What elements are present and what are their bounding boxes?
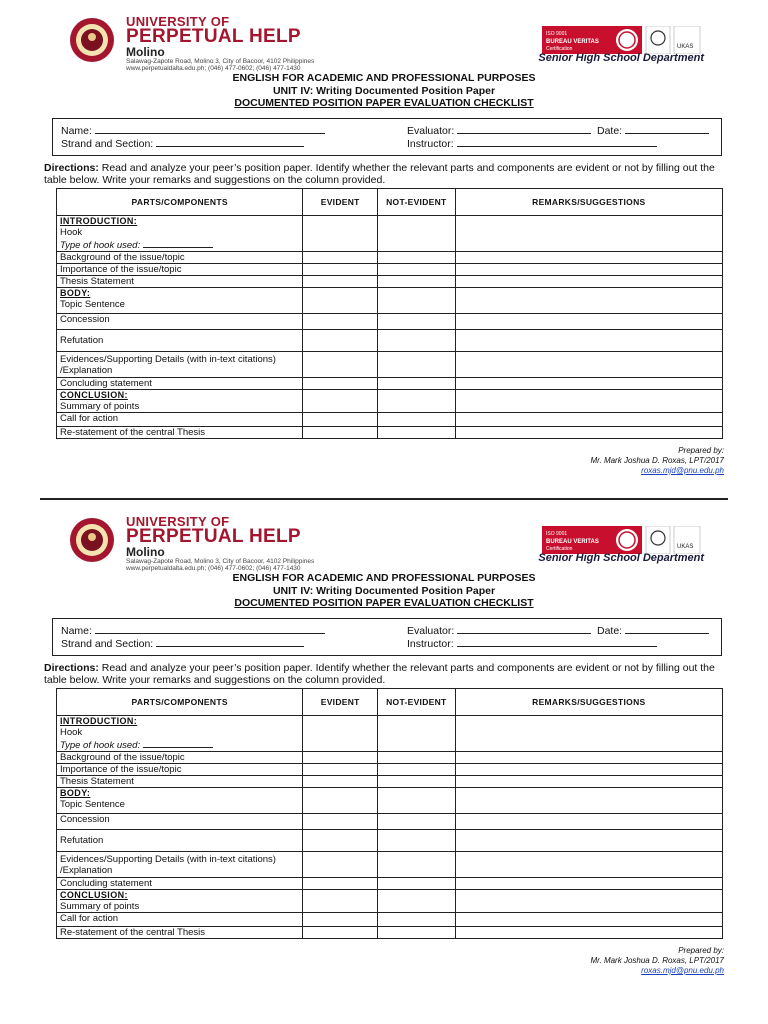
evaluation-table [56, 188, 723, 439]
table-header-row [57, 189, 723, 216]
date-label: Date: [597, 625, 623, 637]
university-address: Salawag-Zapote Road, Molino 3, City of Bacoor, 4102 Philippines [126, 558, 315, 565]
component-summary: Summary of points [60, 401, 140, 412]
remarks-cell[interactable] [455, 852, 722, 878]
university-line1: UNIVERSITY OF [126, 14, 230, 29]
component-cell [57, 890, 303, 913]
component-importance: Importance of the issue/topic [57, 264, 303, 276]
table-row [57, 788, 723, 814]
unit-title: UNIT IV: Writing Documented Position Paper [272, 84, 496, 97]
directions-label: Directions: [44, 662, 99, 674]
checklist-copy-top [0, 0, 768, 500]
table-row [57, 314, 723, 330]
table-row [57, 352, 723, 378]
table-row [57, 913, 723, 927]
prepared-by [590, 446, 724, 476]
evident-cell[interactable] [303, 776, 378, 788]
evident-cell[interactable] [303, 752, 378, 764]
university-address: Salawag-Zapote Road, Molino 3, City of Bacoor, 4102 Philippines [126, 58, 315, 65]
table-row [57, 252, 723, 264]
table-row [57, 330, 723, 352]
not-evident-cell[interactable] [378, 413, 456, 427]
header-evident: EVIDENT [303, 689, 378, 716]
university-seal-icon [64, 16, 120, 64]
table-row [57, 716, 723, 752]
evident-cell[interactable] [303, 390, 378, 413]
evident-cell[interactable] [303, 216, 378, 252]
not-evident-cell[interactable] [378, 852, 456, 878]
not-evident-cell[interactable] [378, 788, 456, 814]
remarks-cell[interactable] [455, 752, 722, 764]
component-cell [57, 288, 303, 314]
remarks-cell[interactable] [455, 830, 722, 852]
student-info-box [52, 118, 722, 156]
evident-cell[interactable] [303, 264, 378, 276]
evident-cell[interactable] [303, 764, 378, 776]
header-remarks: REMARKS/SUGGESTIONS [455, 189, 722, 216]
university-seal-icon [64, 516, 120, 564]
remarks-cell[interactable] [455, 814, 722, 830]
university-contact: www.perpetualdalta.edu.ph; (046) 477-0602; (046) 477-1430 [126, 65, 301, 72]
evaluator-field[interactable] [457, 624, 591, 634]
component-thesis: Thesis Statement [57, 276, 303, 288]
header-not-evident: NOT-EVIDENT [378, 189, 456, 216]
evident-cell[interactable] [303, 330, 378, 352]
component-refutation: Refutation [57, 830, 303, 852]
component-refutation: Refutation [57, 330, 303, 352]
not-evident-cell[interactable] [378, 330, 456, 352]
strand-label: Strand and Section: [61, 638, 154, 650]
department-name: Senior High School Department [538, 552, 704, 564]
department-name: Senior High School Department [538, 52, 704, 64]
checklist-title: DOCUMENTED POSITION PAPER EVALUATION CHECKLIST [234, 597, 534, 609]
directions [44, 162, 724, 186]
not-evident-cell[interactable] [378, 927, 456, 939]
name-field[interactable] [95, 124, 325, 134]
not-evident-cell[interactable] [378, 352, 456, 378]
body-heading: BODY: [60, 288, 91, 298]
remarks-cell[interactable] [455, 288, 722, 314]
campus-name: Molino [126, 545, 165, 559]
component-concluding: Concluding statement [57, 378, 303, 390]
component-topic-sentence: Topic Sentence [60, 299, 125, 310]
component-call: Call for action [57, 413, 303, 427]
table-row [57, 878, 723, 890]
not-evident-cell[interactable] [378, 264, 456, 276]
component-hook: Hook [60, 227, 83, 238]
evaluation-table [56, 688, 723, 939]
remarks-cell[interactable] [455, 314, 722, 330]
remarks-cell[interactable] [455, 390, 722, 413]
directions-label: Directions: [44, 162, 99, 174]
not-evident-cell[interactable] [378, 252, 456, 264]
date-label: Date: [597, 125, 623, 137]
not-evident-cell[interactable] [378, 776, 456, 788]
remarks-cell[interactable] [455, 427, 722, 439]
name-field[interactable] [95, 624, 325, 634]
not-evident-cell[interactable] [378, 830, 456, 852]
remarks-cell[interactable] [455, 890, 722, 913]
instructor-label: Instructor: [407, 138, 454, 150]
not-evident-cell[interactable] [378, 288, 456, 314]
header-parts: PARTS/COMPONENTS [57, 189, 303, 216]
university-name-block [126, 16, 314, 72]
not-evident-cell[interactable] [378, 814, 456, 830]
header-parts: PARTS/COMPONENTS [57, 689, 303, 716]
preparer-email[interactable]: roxas.mjd@pnu.edu.ph [641, 466, 724, 475]
checklist-copy-bottom [0, 500, 768, 1000]
table-row [57, 776, 723, 788]
hook-type-label: Type of hook used: [60, 240, 141, 251]
unit-title: UNIT IV: Writing Documented Position Paper [272, 584, 496, 597]
svg-text:ISO 9001: ISO 9001 [546, 31, 568, 37]
not-evident-cell[interactable] [378, 716, 456, 752]
svg-text:BUREAU VERITAS: BUREAU VERITAS [546, 539, 599, 545]
course-title: ENGLISH FOR ACADEMIC AND PROFESSIONAL PURPOSES [232, 572, 536, 584]
university-name-block [126, 516, 314, 572]
hook-type-field[interactable] [143, 738, 213, 748]
remarks-cell[interactable] [455, 276, 722, 288]
body-heading: BODY: [60, 788, 91, 798]
component-cell [57, 216, 303, 252]
component-importance: Importance of the issue/topic [57, 764, 303, 776]
not-evident-cell[interactable] [378, 890, 456, 913]
university-line2: PERPETUAL HELP [126, 26, 301, 47]
remarks-cell[interactable] [455, 378, 722, 390]
instructor-field[interactable] [457, 637, 657, 647]
instructor-field[interactable] [457, 137, 657, 147]
not-evident-cell[interactable] [378, 378, 456, 390]
header-remarks: REMARKS/SUGGESTIONS [455, 689, 722, 716]
directions-text: Read and analyze your peer’s position paper. Identify whether the relevant parts and components are evident or not by filling out the table below. Write your remarks and suggestions on the column provided. [44, 662, 715, 686]
table-row [57, 814, 723, 830]
evident-cell[interactable] [303, 814, 378, 830]
table-row [57, 852, 723, 878]
remarks-cell[interactable] [455, 352, 722, 378]
component-background: Background of the issue/topic [57, 252, 303, 264]
university-line2: PERPETUAL HELP [126, 526, 301, 547]
component-evidences: Evidences/Supporting Details (with in-text citations) /Explanation [57, 852, 303, 878]
evident-cell[interactable] [303, 852, 378, 878]
evident-cell[interactable] [303, 716, 378, 752]
prepared-label: Prepared by: [678, 446, 724, 455]
introduction-heading: INTRODUCTION: [60, 216, 138, 226]
header-not-evident: NOT-EVIDENT [378, 689, 456, 716]
remarks-cell[interactable] [455, 878, 722, 890]
table-row [57, 413, 723, 427]
remarks-cell[interactable] [455, 330, 722, 352]
evaluator-label: Evaluator: [407, 125, 455, 137]
component-hook: Hook [60, 727, 83, 738]
checklist-title: DOCUMENTED POSITION PAPER EVALUATION CHECKLIST [234, 97, 534, 109]
letterhead [64, 514, 704, 572]
component-concluding: Concluding statement [57, 878, 303, 890]
hook-type-field[interactable] [143, 238, 213, 248]
certification-logos-icon [542, 26, 702, 54]
date-field[interactable] [625, 124, 709, 134]
component-background: Background of the issue/topic [57, 752, 303, 764]
component-concession: Concession [57, 314, 303, 330]
conclusion-heading: CONCLUSION: [60, 890, 128, 900]
evident-cell[interactable] [303, 378, 378, 390]
remarks-cell[interactable] [455, 913, 722, 927]
remarks-cell[interactable] [455, 776, 722, 788]
table-row [57, 378, 723, 390]
evident-cell[interactable] [303, 830, 378, 852]
student-info-box [52, 618, 722, 656]
campus-name: Molino [126, 45, 165, 59]
evident-cell[interactable] [303, 288, 378, 314]
component-restatement: Re-statement of the central Thesis [57, 927, 303, 939]
university-line1: UNIVERSITY OF [126, 514, 230, 529]
header-evident: EVIDENT [303, 189, 378, 216]
preparer-name: Mr. Mark Joshua D. Roxas, LPT/2017 [590, 456, 724, 465]
table-row [57, 830, 723, 852]
evident-cell[interactable] [303, 276, 378, 288]
not-evident-cell[interactable] [378, 276, 456, 288]
evaluator-field[interactable] [457, 124, 591, 134]
not-evident-cell[interactable] [378, 314, 456, 330]
svg-text:ISO 9001: ISO 9001 [546, 531, 568, 537]
component-cell [57, 390, 303, 413]
remarks-cell[interactable] [455, 788, 722, 814]
not-evident-cell[interactable] [378, 427, 456, 439]
directions-text: Read and analyze your peer’s position paper. Identify whether the relevant parts and components are evident or not by filling out the table below. Write your remarks and suggestions on the column provided. [44, 162, 715, 186]
table-row [57, 288, 723, 314]
prepared-label: Prepared by: [678, 946, 724, 955]
strand-field[interactable] [156, 637, 304, 647]
svg-text:UKAS: UKAS [677, 544, 694, 550]
svg-text:Certification: Certification [546, 46, 573, 52]
remarks-cell[interactable] [455, 252, 722, 264]
directions [44, 662, 724, 686]
table-row [57, 264, 723, 276]
component-cell [57, 716, 303, 752]
table-row [57, 764, 723, 776]
conclusion-heading: CONCLUSION: [60, 390, 128, 400]
evident-cell[interactable] [303, 413, 378, 427]
table-row [57, 216, 723, 252]
name-label: Name: [61, 125, 92, 137]
not-evident-cell[interactable] [378, 216, 456, 252]
remarks-cell[interactable] [455, 216, 722, 252]
evident-cell[interactable] [303, 913, 378, 927]
university-contact: www.perpetualdalta.edu.ph; (046) 477-0602; (046) 477-1430 [126, 565, 301, 572]
remarks-cell[interactable] [455, 716, 722, 752]
evident-cell[interactable] [303, 927, 378, 939]
course-title: ENGLISH FOR ACADEMIC AND PROFESSIONAL PURPOSES [232, 72, 536, 84]
letterhead [64, 14, 704, 72]
remarks-cell[interactable] [455, 413, 722, 427]
not-evident-cell[interactable] [378, 764, 456, 776]
not-evident-cell[interactable] [378, 878, 456, 890]
component-evidences: Evidences/Supporting Details (with in-text citations) /Explanation [57, 352, 303, 378]
component-concession: Concession [57, 814, 303, 830]
evident-cell[interactable] [303, 890, 378, 913]
evident-cell[interactable] [303, 252, 378, 264]
introduction-heading: INTRODUCTION: [60, 716, 138, 726]
certification-logos-icon [542, 526, 702, 554]
not-evident-cell[interactable] [378, 752, 456, 764]
strand-field[interactable] [156, 137, 304, 147]
component-restatement: Re-statement of the central Thesis [57, 427, 303, 439]
svg-text:Certification: Certification [546, 546, 573, 552]
remarks-cell[interactable] [455, 264, 722, 276]
svg-text:BUREAU VERITAS: BUREAU VERITAS [546, 39, 599, 45]
name-label: Name: [61, 625, 92, 637]
not-evident-cell[interactable] [378, 390, 456, 413]
preparer-email[interactable]: roxas.mjd@pnu.edu.ph [641, 966, 724, 975]
evident-cell[interactable] [303, 878, 378, 890]
not-evident-cell[interactable] [378, 913, 456, 927]
component-topic-sentence: Topic Sentence [60, 799, 125, 810]
instructor-label: Instructor: [407, 638, 454, 650]
preparer-name: Mr. Mark Joshua D. Roxas, LPT/2017 [590, 956, 724, 965]
component-call: Call for action [57, 913, 303, 927]
remarks-cell[interactable] [455, 927, 722, 939]
document-title [0, 572, 768, 610]
remarks-cell[interactable] [455, 764, 722, 776]
table-row [57, 390, 723, 413]
document-title [0, 72, 768, 110]
strand-label: Strand and Section: [61, 138, 154, 150]
component-cell [57, 788, 303, 814]
evident-cell[interactable] [303, 314, 378, 330]
prepared-by [590, 946, 724, 976]
table-header-row [57, 689, 723, 716]
hook-type-label: Type of hook used: [60, 740, 141, 751]
evident-cell[interactable] [303, 788, 378, 814]
table-row [57, 752, 723, 764]
date-field[interactable] [625, 624, 709, 634]
svg-text:UKAS: UKAS [677, 44, 694, 50]
evident-cell[interactable] [303, 352, 378, 378]
component-thesis: Thesis Statement [57, 776, 303, 788]
table-row [57, 927, 723, 939]
component-summary: Summary of points [60, 901, 140, 912]
evident-cell[interactable] [303, 427, 378, 439]
evaluator-label: Evaluator: [407, 625, 455, 637]
table-row [57, 276, 723, 288]
table-row [57, 427, 723, 439]
table-row [57, 890, 723, 913]
